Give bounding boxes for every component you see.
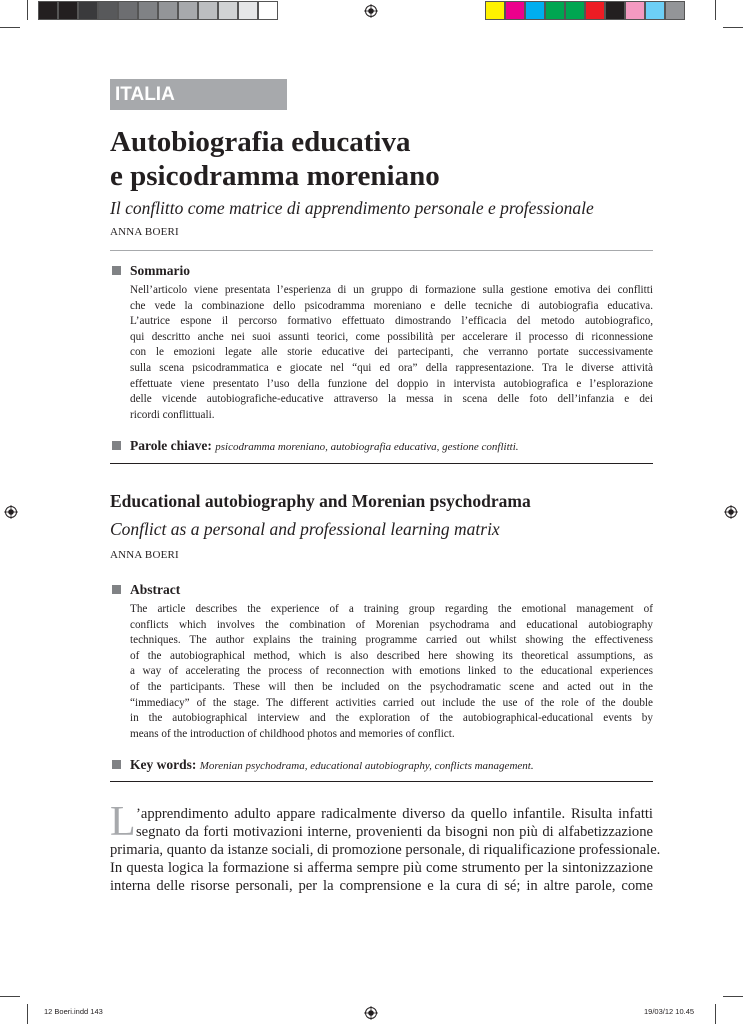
color-swatch — [625, 1, 645, 20]
divider — [110, 781, 653, 782]
color-swatch — [78, 1, 98, 20]
color-swatch — [505, 1, 525, 20]
text-line: segnato da forti motivazioni interne, provenienti da bisogni non più di alfabetizzazione — [136, 824, 653, 840]
heading-label: Sommario — [130, 263, 190, 278]
title-line: e psicodramma moreniano — [110, 160, 440, 192]
text-line: of the autobiographical method, which is also described here showing its theoretical assumptions, as — [130, 649, 653, 662]
crop-mark — [27, 1004, 28, 1024]
color-swatch — [138, 1, 158, 20]
color-swatch — [545, 1, 565, 20]
color-swatch — [565, 1, 585, 20]
text-line: In questa logica la formazione si afferma sempre più come strumento per la sintonizzazione — [110, 860, 653, 876]
registration-mark-icon — [4, 505, 18, 519]
text-line: ’apprendimento adulto appare radicalmente diverso da quello infantile. Risulta infatti — [136, 806, 653, 822]
text-line: means of the introduction of childhood photos and memories of conflict. — [130, 727, 455, 740]
color-swatch — [38, 1, 58, 20]
text-line: delle vicende autobiografiche-educative attraverso la messa in scena delle foto dell’infanzia e dei — [130, 393, 653, 406]
keywords-label: Parole chiave: — [130, 438, 212, 453]
keywords-value: psicodramma moreniano, autobiografia educativa, gestione conflitti. — [215, 441, 519, 453]
abstract-text — [130, 602, 653, 742]
keywords-value: Morenian psychodrama, educational autobiography, conflicts management. — [199, 760, 534, 772]
square-bullet-icon — [112, 441, 121, 450]
text-line: “immediacy” of the stage. The different activities carried out include the use of the role of the double — [130, 696, 653, 709]
crop-mark — [0, 996, 20, 997]
crop-mark — [723, 27, 743, 28]
heading-label: Abstract — [130, 582, 181, 597]
article-subtitle: Il conflitto come matrice di apprendimento personale e professionale — [110, 198, 594, 218]
crop-mark — [715, 0, 716, 20]
sommario-heading — [112, 263, 190, 279]
section-banner: ITALIA — [110, 79, 287, 110]
author-name: ANNA BOERI — [110, 226, 179, 238]
registration-mark-icon — [724, 505, 738, 519]
text-line: L’autrice espone il percorso formativo effettuato dimostrando l’efficacia del metodo autobiografico, — [130, 315, 653, 328]
slug-date: 19/03/12 10.45 — [644, 1007, 695, 1016]
divider — [110, 463, 653, 464]
square-bullet-icon — [112, 760, 121, 769]
color-swatch — [525, 1, 545, 20]
color-swatch — [258, 1, 278, 20]
text-line: sulla scena psicodrammatica e giocate nel “qui ed ora” della rappresentazione. Tra le diverse attività — [130, 361, 653, 374]
registration-mark-icon — [364, 1006, 378, 1020]
english-author: ANNA BOERI — [110, 549, 179, 561]
text-line: conflicts which involves the combination of Morenian psychodrama and educational autobiography — [130, 618, 653, 631]
article-title — [110, 125, 655, 193]
text-line: interna delle risorse personali, per la comprensione e la cura di sé; in altre parole, come — [110, 878, 653, 894]
divider — [110, 250, 653, 251]
keywords-line — [112, 438, 519, 455]
color-swatch — [58, 1, 78, 20]
text-line: techniques. The author explains the training programme carried out whilst showing the effectiveness — [130, 634, 653, 647]
crop-mark — [0, 27, 20, 28]
color-swatch — [218, 1, 238, 20]
text-line: che vede la combinazione dello psicodramma moreniano e delle tecniche di autobiografia educativa. — [130, 299, 653, 312]
text-line: a way of accelerating the process of reconnection with emotions linked to the educational experiences — [130, 665, 653, 678]
title-line: Autobiografia educativa — [110, 126, 411, 158]
english-title: Educational autobiography and Morenian psychodrama — [110, 491, 531, 511]
square-bullet-icon — [112, 266, 121, 275]
text-line: con le emozioni legate alle storie educative dei partecipanti, che verranno portate successivamente — [130, 346, 653, 359]
keywords-label: Key words: — [130, 757, 197, 772]
slug-filename: 12 Boeri.indd 143 — [44, 1007, 103, 1016]
crop-mark — [27, 0, 28, 20]
sommario-text — [130, 283, 653, 423]
color-swatch — [178, 1, 198, 20]
text-line: The article describes the experience of a training group regarding the emotional management of — [130, 603, 653, 615]
text-line: primaria, quanto da istanze sociali, di promozione personale, di riqualificazione professionale. — [110, 842, 661, 858]
color-swatch — [665, 1, 685, 20]
square-bullet-icon — [112, 585, 121, 594]
color-swatch — [98, 1, 118, 20]
color-swatch — [585, 1, 605, 20]
english-subtitle: Conflict as a personal and professional learning matrix — [110, 519, 500, 539]
body-paragraph — [110, 805, 661, 895]
text-line: ricordi conflittuali. — [130, 408, 215, 421]
text-line: qui descritto anche nei suoi assunti teorici, come possibilità per accelerare il processo di riconnessione — [130, 330, 653, 343]
text-line: in the autobiographical interview and the exploration of the autobiographical-educational events by — [130, 712, 653, 725]
color-swatch — [198, 1, 218, 20]
color-swatch — [158, 1, 178, 20]
color-swatch — [118, 1, 138, 20]
color-swatch — [605, 1, 625, 20]
text-line: Nell’articolo viene presentata l’esperienza di un gruppo di formazione sulla gestione emotiva dei conflitti — [130, 284, 653, 296]
text-line: of the participants. These will then be included on the psychodramatic scene and acted out in the — [130, 680, 653, 693]
color-swatch — [485, 1, 505, 20]
crop-mark — [723, 996, 743, 997]
abstract-heading — [112, 582, 180, 598]
crop-mark — [715, 1004, 716, 1024]
color-swatch — [645, 1, 665, 20]
drop-cap: L — [110, 799, 136, 845]
text-line: effettuate viene presentato l’uso della funzione del doppio in intervista autobiografica e l’esplorazione — [130, 377, 653, 390]
registration-mark-icon — [364, 4, 378, 18]
keywords-line — [112, 757, 534, 774]
color-swatch — [238, 1, 258, 20]
